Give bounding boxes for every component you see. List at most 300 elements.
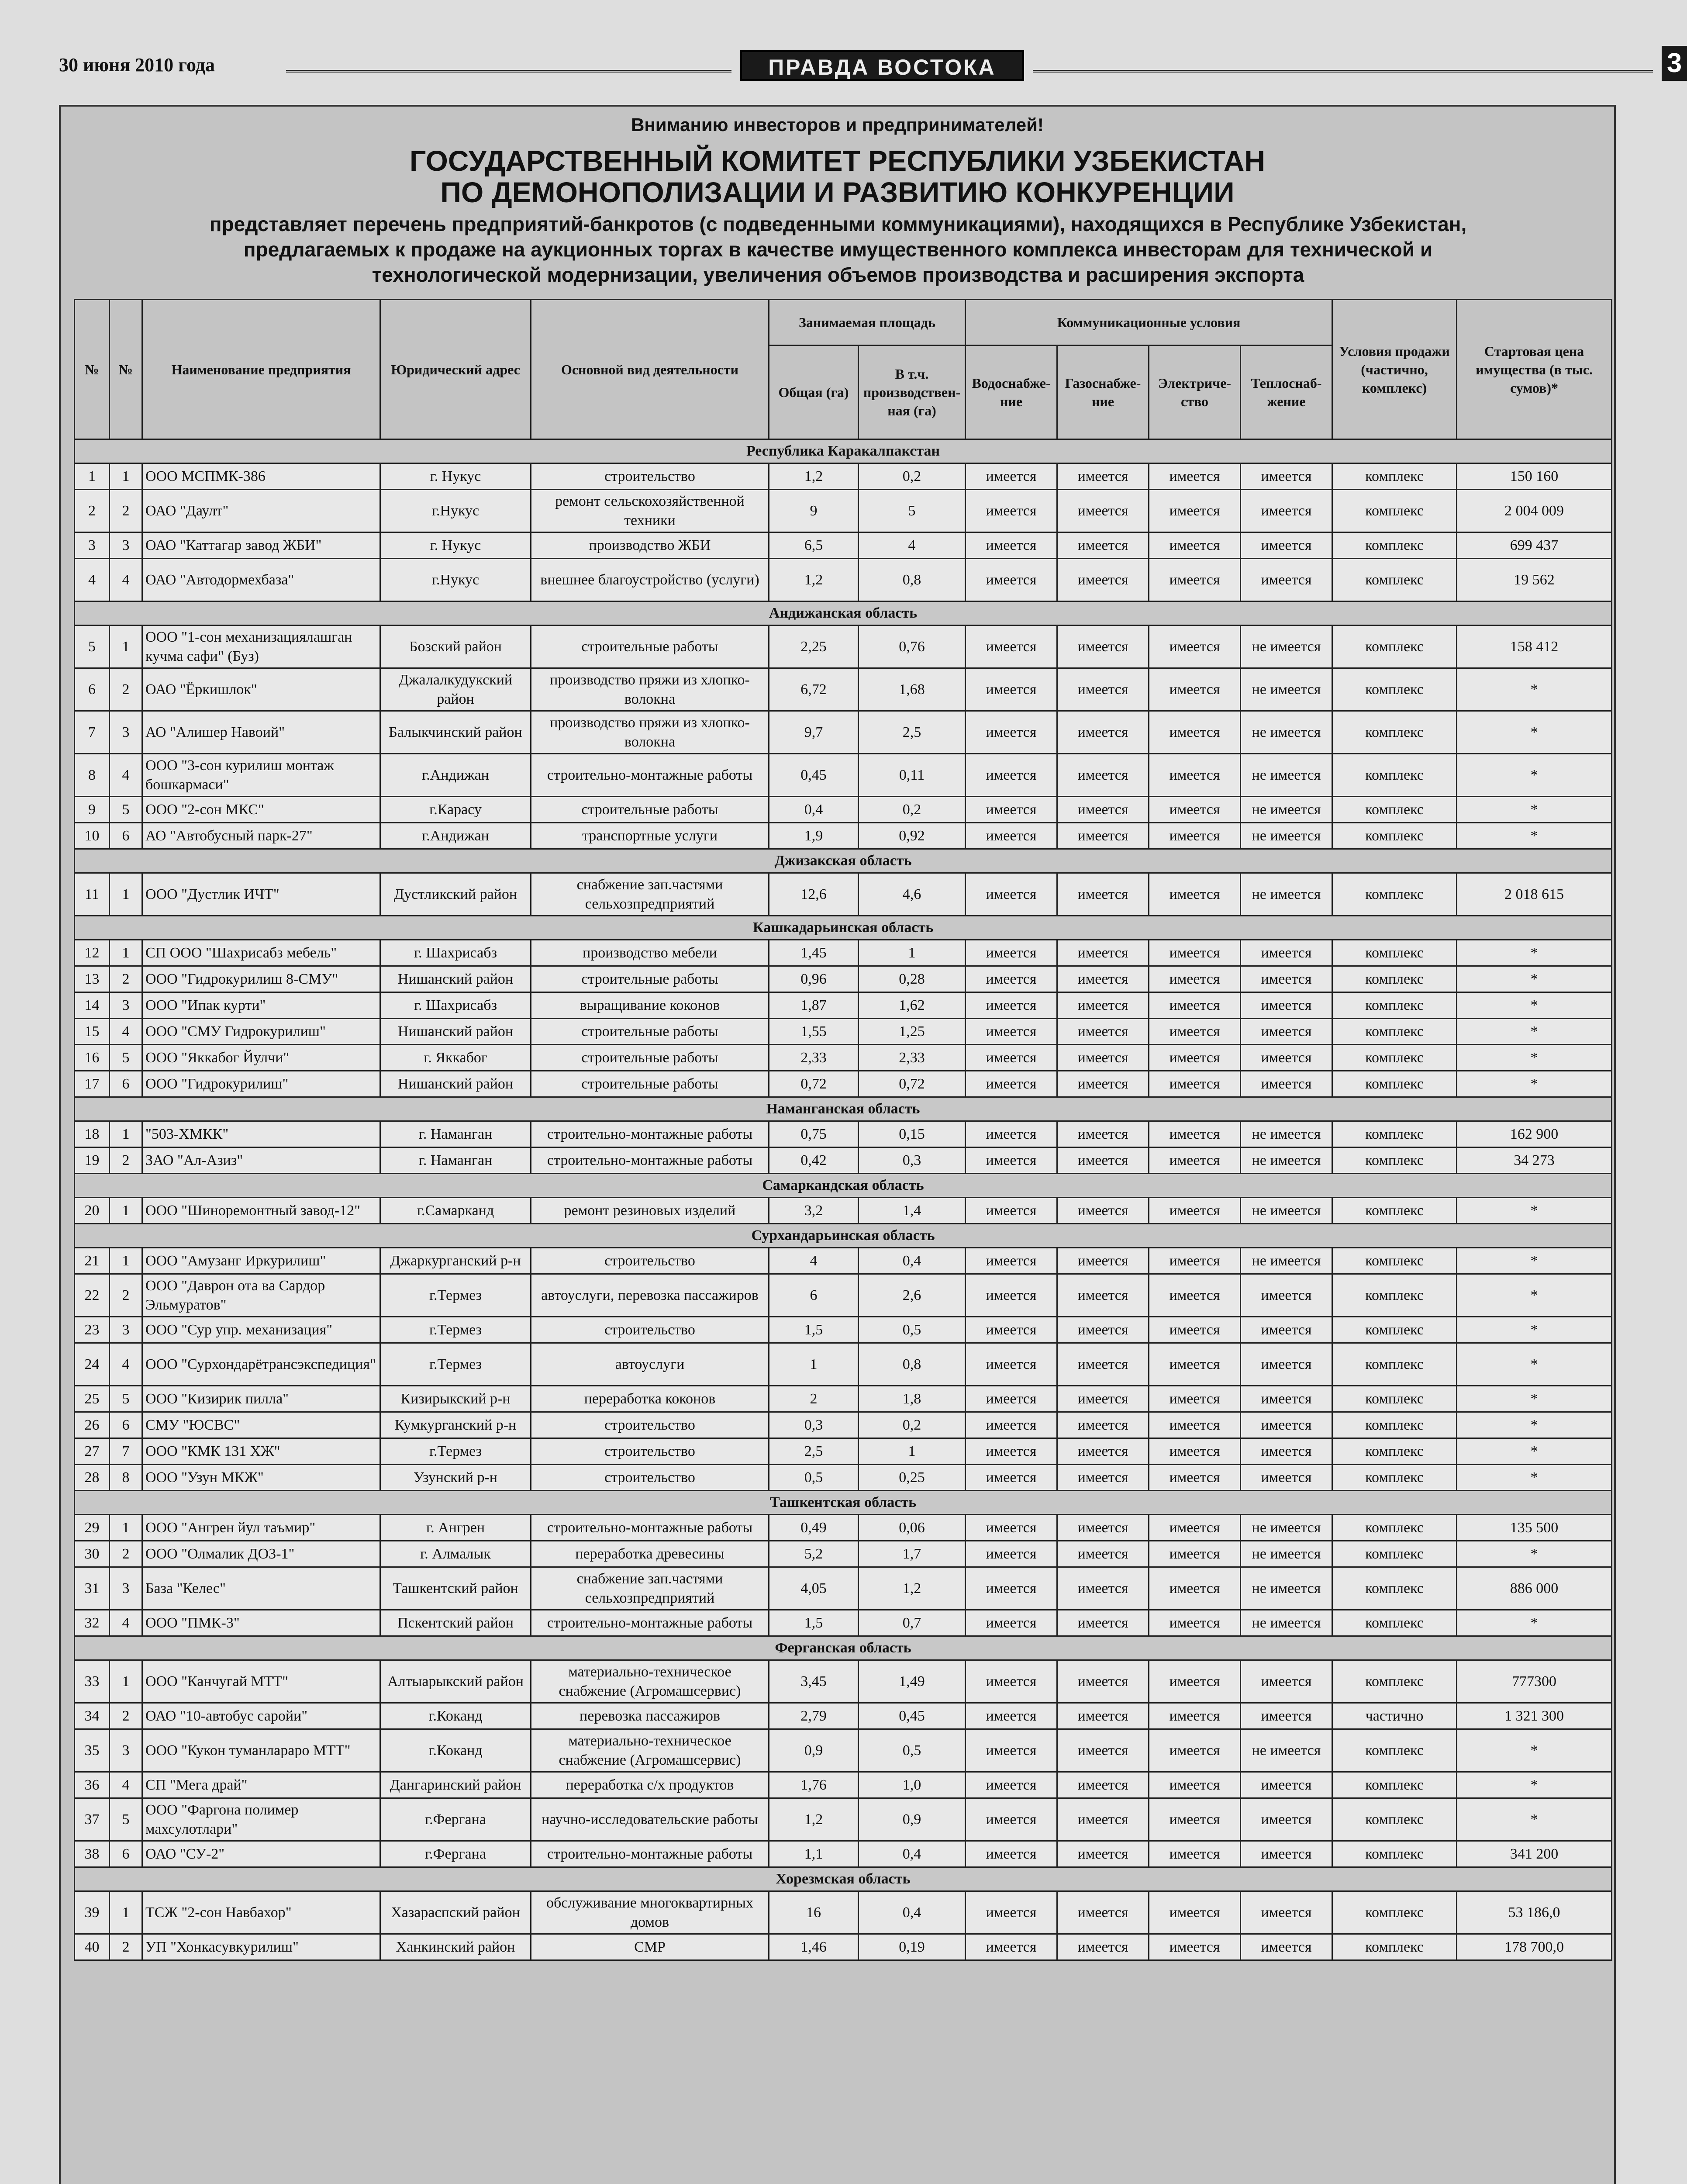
area-total: 0,49 [769,1515,859,1541]
heat-supply: не имеется [1241,873,1332,916]
start-price: 158 412 [1457,625,1612,668]
gas-supply: имеется [1057,1729,1149,1772]
electricity: имеется [1149,1248,1241,1274]
area-total: 1,2 [769,559,859,601]
legal-address: г.Самарканд [380,1198,531,1224]
electricity: имеется [1149,966,1241,992]
gas-supply: имеется [1057,668,1149,711]
legal-address: г. Наманган [380,1147,531,1174]
gas-supply: имеется [1057,940,1149,966]
start-price: * [1457,1386,1612,1412]
area-total: 2,79 [769,1703,859,1729]
heat-supply: имеется [1241,940,1332,966]
start-price: * [1457,966,1612,992]
area-production: 1,8 [859,1386,966,1412]
electricity: имеется [1149,1891,1241,1934]
electricity: имеется [1149,1567,1241,1610]
heat-supply: не имеется [1241,1121,1332,1147]
row-num-local: 1 [110,1891,142,1934]
activity: строительно-монтажные работы [531,1515,769,1541]
table-row [75,463,1612,490]
area-total: 0,96 [769,966,859,992]
activity: строительство [531,1438,769,1465]
enterprise-name: ООО "Кизирик пилла" [142,1386,380,1412]
heat-supply: не имеется [1241,625,1332,668]
gas-supply: имеется [1057,1071,1149,1097]
table-row [75,490,1612,532]
row-num-local: 3 [110,1567,142,1610]
start-price: * [1457,711,1612,754]
row-num: 35 [75,1729,110,1772]
region-row [75,1867,1612,1891]
electricity: имеется [1149,940,1241,966]
legal-address: г. Ангрен [380,1515,531,1541]
electricity: имеется [1149,490,1241,532]
row-num-local: 8 [110,1465,142,1491]
row-num-local: 1 [110,625,142,668]
electricity: имеется [1149,823,1241,849]
row-num: 36 [75,1772,110,1798]
row-num-local: 4 [110,1343,142,1386]
activity: строительные работы [531,1019,769,1045]
activity: строительство [531,1317,769,1343]
legal-address: г. Нукус [380,463,531,490]
row-num-local: 3 [110,532,142,559]
area-production: 0,4 [859,1248,966,1274]
area-total: 1,55 [769,1019,859,1045]
sale-terms: комплекс [1332,532,1457,559]
table-row [75,940,1612,966]
enterprise-name: ТСЖ "2-сон Навбахор" [142,1891,380,1934]
row-num-local: 1 [110,1515,142,1541]
gas-supply: имеется [1057,754,1149,797]
table-row [75,1703,1612,1729]
legal-address: г. Нукус [380,532,531,559]
enterprise-name: ООО "1-сон механизациялашган кучма сафи" (Буз) [142,625,380,668]
row-num-local: 4 [110,1019,142,1045]
area-total: 1,45 [769,940,859,966]
water-supply: имеется [966,1317,1057,1343]
electricity: имеется [1149,1660,1241,1703]
activity: автоуслуги, перевозка пассажиров [531,1274,769,1317]
heat-supply: имеется [1241,1317,1332,1343]
legal-address: Нишанский район [380,1019,531,1045]
row-num: 19 [75,1147,110,1174]
start-price: 135 500 [1457,1515,1612,1541]
table-row [75,1019,1612,1045]
start-price: * [1457,1274,1612,1317]
activity: переработка коконов [531,1386,769,1412]
heat-supply: имеется [1241,992,1332,1019]
attention-line: Вниманию инвесторов и предпринимателей! [631,114,1044,135]
table-row [75,559,1612,601]
gas-supply: имеется [1057,490,1149,532]
heat-supply: имеется [1241,1386,1332,1412]
heat-supply: не имеется [1241,1541,1332,1567]
region-row [75,1636,1612,1660]
water-supply: имеется [966,1610,1057,1636]
sale-terms: комплекс [1332,873,1457,916]
enterprise-name: ОАО "Даулт" [142,490,380,532]
legal-address: г.Карасу [380,797,531,823]
row-num-local: 2 [110,668,142,711]
gas-supply: имеется [1057,559,1149,601]
sale-terms: комплекс [1332,1567,1457,1610]
gas-supply: имеется [1057,1248,1149,1274]
sale-terms: комплекс [1332,1147,1457,1174]
area-total: 0,42 [769,1147,859,1174]
electricity: имеется [1149,1703,1241,1729]
enterprise-name: УП "Хонкасувкурилиш" [142,1934,380,1960]
legal-address: г. Яккабог [380,1045,531,1071]
heat-supply: имеется [1241,463,1332,490]
row-num: 11 [75,873,110,916]
title-line-1: ГОСУДАРСТВЕННЫЙ КОМИТЕТ РЕСПУБЛИКИ УЗБЕКИСТАН [409,145,1266,177]
col-water: Водоснабже-ние [966,346,1057,439]
row-num: 31 [75,1567,110,1610]
activity: автоуслуги [531,1343,769,1386]
activity: производство ЖБИ [531,532,769,559]
gas-supply: имеется [1057,1610,1149,1636]
gas-supply: имеется [1057,1019,1149,1045]
row-num: 25 [75,1386,110,1412]
title-line-2: ПО ДЕМОНОПОЛИЗАЦИИ И РАЗВИТИЮ КОНКУРЕНЦИИ [440,176,1235,208]
col-activity: Основной вид деятельности [531,300,769,439]
start-price: 341 200 [1457,1841,1612,1867]
gas-supply: имеется [1057,1386,1149,1412]
legal-address: Узунский р-н [380,1465,531,1491]
row-num-local: 5 [110,1798,142,1841]
col-area-group: Занимаемая площадь [769,300,966,346]
enterprise-name: СП "Мега драй" [142,1772,380,1798]
row-num-local: 7 [110,1438,142,1465]
electricity: имеется [1149,1274,1241,1317]
activity: научно-исследовательские работы [531,1798,769,1841]
enterprise-name: ООО "Фаргона полимер махсулотлари" [142,1798,380,1841]
heat-supply: имеется [1241,559,1332,601]
area-total: 1,87 [769,992,859,1019]
activity: строительные работы [531,1045,769,1071]
col-area-prod: В т.ч. производствен-ная (га) [859,346,966,439]
sale-terms: комплекс [1332,797,1457,823]
electricity: имеется [1149,754,1241,797]
enterprise-name: ООО "Ангрен йул таъмир" [142,1515,380,1541]
electricity: имеется [1149,1798,1241,1841]
row-num-local: 6 [110,1412,142,1438]
gas-supply: имеется [1057,1703,1149,1729]
area-production: 0,76 [859,625,966,668]
row-num: 6 [75,668,110,711]
table-row [75,1147,1612,1174]
region-name: Кашкадарьинская область [75,916,1612,940]
sale-terms: комплекс [1332,1515,1457,1541]
area-production: 1,2 [859,1567,966,1610]
heat-supply: имеется [1241,1412,1332,1438]
gas-supply: имеется [1057,1934,1149,1960]
col-sale: Условия продажи (частично, комплекс) [1332,300,1457,439]
col-num-local: № [110,300,142,439]
electricity: имеется [1149,1317,1241,1343]
area-production: 0,28 [859,966,966,992]
gas-supply: имеется [1057,1567,1149,1610]
area-production: 0,2 [859,463,966,490]
activity: ремонт резиновых изделий [531,1198,769,1224]
electricity: имеется [1149,873,1241,916]
row-num: 24 [75,1343,110,1386]
gas-supply: имеется [1057,711,1149,754]
gas-supply: имеется [1057,1274,1149,1317]
table-row [75,1660,1612,1703]
legal-address: Хазараспский район [380,1891,531,1934]
gas-supply: имеется [1057,1541,1149,1567]
enterprise-table [74,299,1612,1961]
table-row [75,1045,1612,1071]
legal-address: Ташкентский район [380,1567,531,1610]
region-name: Самаркандская область [75,1174,1612,1198]
area-production: 2,33 [859,1045,966,1071]
area-production: 0,5 [859,1729,966,1772]
col-gas: Газоснабже-ние [1057,346,1149,439]
heat-supply: имеется [1241,1274,1332,1317]
sale-terms: комплекс [1332,490,1457,532]
row-num-local: 1 [110,463,142,490]
table-row [75,992,1612,1019]
activity: строительные работы [531,625,769,668]
row-num: 22 [75,1274,110,1317]
heat-supply: не имеется [1241,1248,1332,1274]
row-num-local: 1 [110,1121,142,1147]
heat-supply: не имеется [1241,1567,1332,1610]
water-supply: имеется [966,1045,1057,1071]
region-row [75,601,1612,625]
table-row [75,1541,1612,1567]
heat-supply: имеется [1241,490,1332,532]
sale-terms: комплекс [1332,1071,1457,1097]
heat-supply: имеется [1241,1660,1332,1703]
water-supply: имеется [966,1121,1057,1147]
table-row [75,1274,1612,1317]
sale-terms: комплекс [1332,1198,1457,1224]
gas-supply: имеется [1057,1121,1149,1147]
table-row [75,1772,1612,1798]
area-total: 9,7 [769,711,859,754]
heat-supply: не имеется [1241,711,1332,754]
table-row [75,823,1612,849]
enterprise-name: ООО "Яккабог Йулчи" [142,1045,380,1071]
heat-supply: имеется [1241,1438,1332,1465]
heat-supply: имеется [1241,1019,1332,1045]
area-total: 0,4 [769,797,859,823]
row-num: 4 [75,559,110,601]
row-num: 39 [75,1891,110,1934]
start-price: 19 562 [1457,559,1612,601]
table-row [75,532,1612,559]
enterprise-name: ЗАО "Ал-Азиз" [142,1147,380,1174]
water-supply: имеется [966,1198,1057,1224]
row-num-local: 1 [110,1248,142,1274]
sale-terms: комплекс [1332,1729,1457,1772]
col-price: Стартовая цена имущества (в тыс. сумов)* [1457,300,1612,439]
activity: производство пряжи из хлопко-волокна [531,711,769,754]
activity: материально-техническое снабжение (Агромашсервис) [531,1729,769,1772]
row-num-local: 2 [110,966,142,992]
sale-terms: комплекс [1332,1045,1457,1071]
electricity: имеется [1149,1934,1241,1960]
electricity: имеется [1149,1343,1241,1386]
row-num: 34 [75,1703,110,1729]
row-num-local: 2 [110,1934,142,1960]
sale-terms: комплекс [1332,1660,1457,1703]
activity: выращивание коконов [531,992,769,1019]
table-row [75,711,1612,754]
sale-terms: комплекс [1332,966,1457,992]
row-num: 3 [75,532,110,559]
table-row [75,1798,1612,1841]
table-row [75,1198,1612,1224]
gas-supply: имеется [1057,463,1149,490]
enterprise-name: ООО "Узун МКЖ" [142,1465,380,1491]
area-production: 1,0 [859,1772,966,1798]
area-total: 1,5 [769,1317,859,1343]
activity: снабжение зап.частями сельхозпредприятий [531,873,769,916]
activity: снабжение зап.частями сельхозпредприятий [531,1567,769,1610]
water-supply: имеется [966,668,1057,711]
water-supply: имеется [966,1343,1057,1386]
start-price: * [1457,1317,1612,1343]
heat-supply: имеется [1241,1045,1332,1071]
area-total: 5,2 [769,1541,859,1567]
legal-address: г.Коканд [380,1703,531,1729]
region-row [75,439,1612,463]
enterprise-name: ООО "2-сон МКС" [142,797,380,823]
start-price: * [1457,1248,1612,1274]
enterprise-name: ОАО "10-автобус саройи" [142,1703,380,1729]
start-price: 1 321 300 [1457,1703,1612,1729]
gas-supply: имеется [1057,1198,1149,1224]
water-supply: имеется [966,1891,1057,1934]
area-total: 0,72 [769,1071,859,1097]
row-num-local: 3 [110,1317,142,1343]
start-price: * [1457,1798,1612,1841]
electricity: имеется [1149,559,1241,601]
area-production: 0,72 [859,1071,966,1097]
row-num: 16 [75,1045,110,1071]
sale-terms: комплекс [1332,559,1457,601]
activity: строительно-монтажные работы [531,1610,769,1636]
legal-address: г. Шахрисабз [380,992,531,1019]
legal-address: Джаркурганский р-н [380,1248,531,1274]
area-production: 0,2 [859,1412,966,1438]
activity: СМР [531,1934,769,1960]
electricity: имеется [1149,1019,1241,1045]
enterprise-name: ООО "Дустлик ИЧТ" [142,873,380,916]
legal-address: Дангаринский район [380,1772,531,1798]
legal-address: Дустликский район [380,873,531,916]
heat-supply: имеется [1241,532,1332,559]
area-production: 1,68 [859,668,966,711]
legal-address: г.Фергана [380,1798,531,1841]
sale-terms: комплекс [1332,625,1457,668]
start-price: 699 437 [1457,532,1612,559]
area-production: 1 [859,940,966,966]
start-price: * [1457,1343,1612,1386]
table-row [75,1343,1612,1386]
activity: транспортные услуги [531,823,769,849]
gas-supply: имеется [1057,532,1149,559]
water-supply: имеется [966,1515,1057,1541]
start-price: * [1457,1465,1612,1491]
region-name: Ташкентская область [75,1491,1612,1515]
row-num-local: 6 [110,823,142,849]
row-num: 26 [75,1412,110,1438]
area-production: 0,06 [859,1515,966,1541]
row-num-local: 1 [110,1198,142,1224]
area-total: 0,9 [769,1729,859,1772]
legal-address: г.Термез [380,1274,531,1317]
row-num: 27 [75,1438,110,1465]
area-total: 9 [769,490,859,532]
sale-terms: комплекс [1332,1610,1457,1636]
area-total: 1,76 [769,1772,859,1798]
area-production: 5 [859,490,966,532]
water-supply: имеется [966,823,1057,849]
start-price: 162 900 [1457,1121,1612,1147]
electricity: имеется [1149,1772,1241,1798]
water-supply: имеется [966,1248,1057,1274]
area-production: 0,11 [859,754,966,797]
start-price: 150 160 [1457,463,1612,490]
region-row [75,1224,1612,1248]
area-total: 1,2 [769,1798,859,1841]
row-num-local: 4 [110,1772,142,1798]
activity: ремонт сельскохозяйственной техники [531,490,769,532]
region-name: Андижанская область [75,601,1612,625]
table-row [75,873,1612,916]
sale-terms: комплекс [1332,1274,1457,1317]
water-supply: имеется [966,625,1057,668]
gas-supply: имеется [1057,1798,1149,1841]
water-supply: имеется [966,754,1057,797]
gas-supply: имеется [1057,1891,1149,1934]
row-num: 8 [75,754,110,797]
legal-address: г.Нукус [380,559,531,601]
col-area-total: Общая (га) [769,346,859,439]
area-total: 1,5 [769,1610,859,1636]
sale-terms: комплекс [1332,1412,1457,1438]
legal-address: Балыкчинский район [380,711,531,754]
water-supply: имеется [966,532,1057,559]
electricity: имеется [1149,1515,1241,1541]
gas-supply: имеется [1057,992,1149,1019]
table-row [75,1515,1612,1541]
heat-supply: имеется [1241,1934,1332,1960]
area-production: 1,62 [859,992,966,1019]
area-total: 2,5 [769,1438,859,1465]
activity: строительно-монтажные работы [531,754,769,797]
legal-address: г.Андижан [380,823,531,849]
area-total: 1,2 [769,463,859,490]
heat-supply: имеется [1241,1772,1332,1798]
row-num-local: 1 [110,1660,142,1703]
area-production: 1 [859,1438,966,1465]
area-total: 12,6 [769,873,859,916]
enterprise-name: ООО "Сур упр. механизация" [142,1317,380,1343]
table-row [75,1248,1612,1274]
sale-terms: комплекс [1332,1772,1457,1798]
page-header [59,48,1682,92]
enterprise-name: ООО "Канчугай МТТ" [142,1660,380,1703]
start-price: * [1457,1610,1612,1636]
